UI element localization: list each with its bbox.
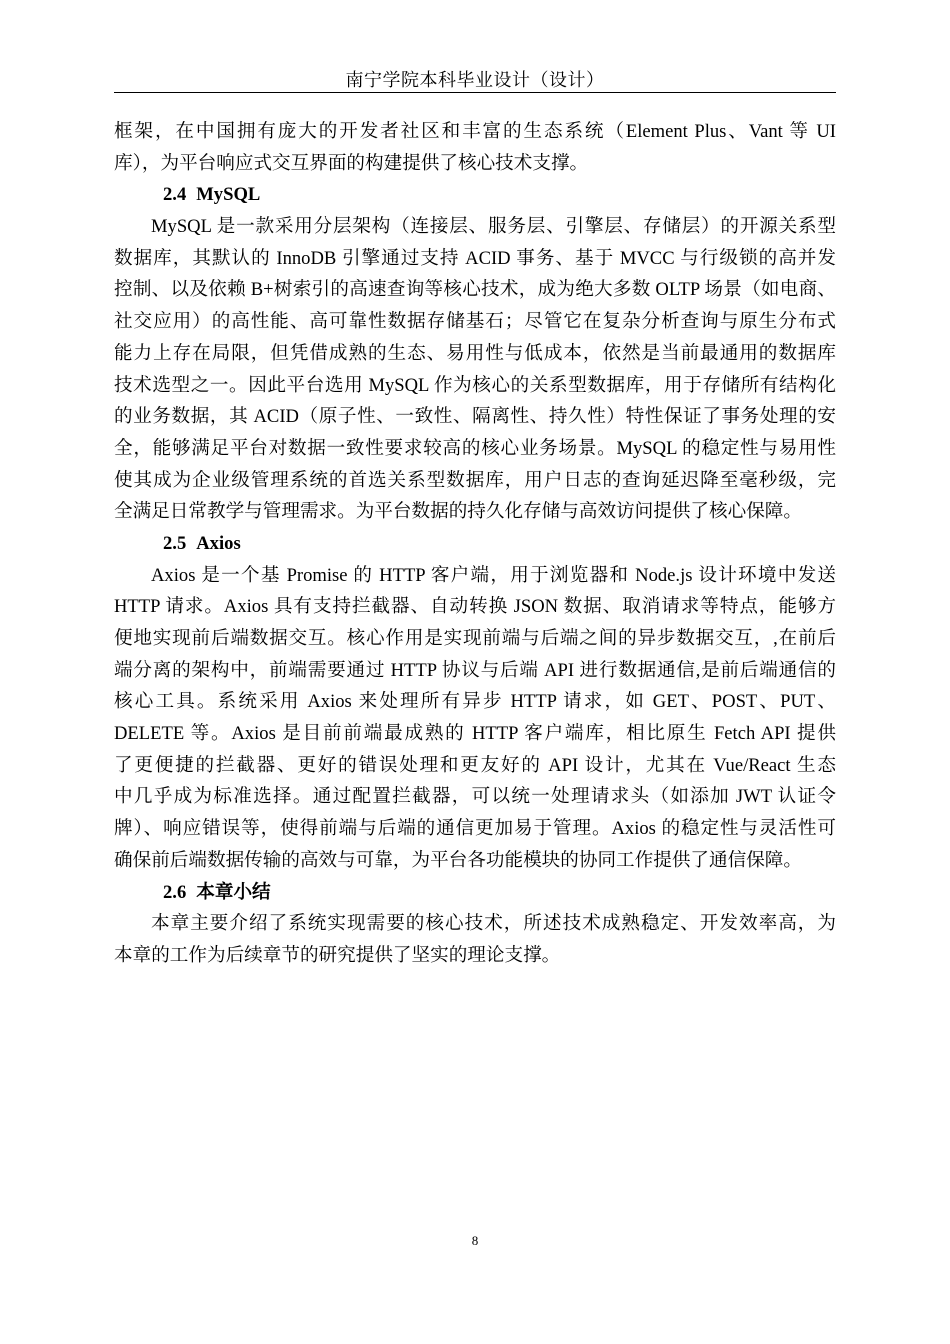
section-number: 2.6 — [163, 881, 187, 903]
text-line: 便地实现前后端数据交互。核心作用是实现前端与后端之间的异步数据交互，,在前后 — [114, 628, 836, 649]
text-line: 的业务数据，其 ACID（原子性、一致性、隔离性、持久性）特性保证了事务处理的安 — [114, 406, 836, 428]
page-number: 8 — [471, 1233, 479, 1248]
text-line: 确保前后端数据传输的高效与可靠，为平台各功能模块的协同工作提供了通信保障。 — [114, 849, 802, 871]
text-line: DELETE 等。Axios 是目前前端最成熟的 HTTP 客户端库，相比原生 Fetch API 提供 — [114, 723, 836, 745]
text-line: 社交应用）的高性能、高可靠性数据存储基石；尽管它在复杂分析查询与原生分布式 — [114, 311, 836, 333]
text-line: 全，能够满足平台对数据一致性要求较高的核心业务场景。MySQL 的稳定性与易用性 — [114, 437, 836, 459]
text-line: 使其成为企业级管理系统的首选关系型数据库，用户日志的查询延迟降至毫秒级，完 — [114, 469, 836, 491]
text-line: 牌）、响应错误等，使得前端与后端的通信更加易于管理。Axios 的稳定性与灵活性可 — [114, 818, 836, 840]
section-title: Axios — [196, 532, 241, 554]
text-line: 本章主要介绍了系统实现需要的核心技术，所述技术成熟稳定、开发效率高，为 — [151, 913, 836, 935]
text-line: 控制、以及依赖 B+树索引的高速查询等核心技术，成为绝大多数 OLTP 场景（如电商、 — [114, 279, 836, 301]
text-line: 技术选型之一。因此平台选用 MySQL 作为核心的关系型数据库，用于存储所有结构化 — [114, 374, 836, 396]
text-line: 数据库，其默认的 InnoDB 引擎通过支持 ACID 事务、基于 MVCC 与行级锁的高并发 — [114, 247, 836, 269]
text-line: 全满足日常教学与管理需求。为平台数据的持久化存储与高效访问提供了核心保障。 — [114, 501, 802, 523]
text-line: 本章的工作为后续章节的研究提供了坚实的理论支撑。 — [114, 944, 561, 966]
section-heading-axios — [114, 528, 836, 560]
text-line: 了更便捷的拦截器、更好的错误处理和更友好的 API 设计，尤其在 Vue/React 生态 — [114, 754, 836, 776]
header-title: 南宁学院本科毕业设计（设计） — [345, 70, 605, 90]
section-heading-mysql — [114, 179, 836, 211]
text-line: 框架，在中国拥有庞大的开发者社区和丰富的生态系统（Element Plus、Vant 等 UI — [114, 121, 836, 142]
text-line: Axios 是一个基 Promise 的 HTTP 客户端，用于浏览器和 Node.js 设计环境中发送 — [151, 564, 836, 586]
text-line: 端分离的架构中，前端需要通过 HTTP 协议与后端 API 进行数据通信,是前后端通信的 — [114, 659, 836, 681]
section-title: 本章小结 — [196, 881, 271, 903]
page-header — [114, 68, 836, 93]
text-line: 能力上存在局限，但凭借成熟的生态、易用性与低成本，依然是当前最通用的数据库 — [114, 342, 836, 364]
paragraph-mysql — [114, 211, 836, 528]
intro-paragraph — [114, 116, 836, 179]
paragraph-axios — [114, 560, 836, 877]
text-line: MySQL 是一款采用分层架构（连接层、服务层、引擎层、存储层）的开源关系型 — [151, 216, 836, 238]
text-line: HTTP 请求。Axios 具有支持拦截器、自动转换 JSON 数据、取消请求等特点，能够方 — [114, 596, 836, 618]
section-number: 2.5 — [163, 532, 187, 554]
section-title: MySQL — [196, 184, 261, 206]
text-line: 核心工具。系统采用 Axios 来处理所有异步 HTTP 请求，如 GET、POST、PUT、 — [114, 691, 836, 713]
section-number: 2.4 — [163, 184, 187, 206]
text-line: 中几乎成为标准选择。通过配置拦截器，可以统一处理请求头（如添加 JWT 认证令 — [114, 786, 836, 808]
text-line: 库），为平台响应式交互界面的构建提供了核心技术支撑。 — [114, 152, 589, 174]
paragraph-summary — [114, 908, 836, 971]
section-heading-summary — [114, 877, 836, 909]
document-body — [114, 116, 836, 972]
